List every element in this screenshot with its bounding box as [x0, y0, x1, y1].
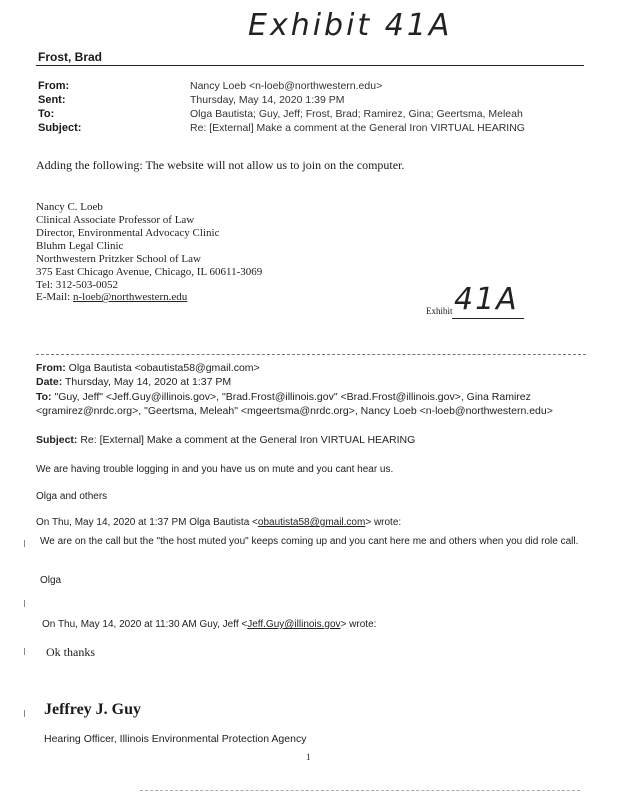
header-to-label: To: [38, 108, 55, 120]
page-number: 1 [306, 752, 311, 762]
header-to-value: Olga Bautista; Guy, Jeff; Frost, Brad; Ramirez, Gina; Geertsma, Meleah [190, 108, 523, 120]
signature-line-address: 375 East Chicago Avenue, Chicago, IL 60611-3069 [36, 266, 263, 278]
quote2-intro-suffix: > wrote: [340, 619, 377, 630]
exhibit-sticker-underline [452, 318, 524, 319]
margin-tick [24, 648, 25, 655]
signature-line-title: Clinical Associate Professor of Law [36, 214, 195, 226]
jeff-signature-title: Hearing Officer, Illinois Environmental Protection Agency [44, 733, 307, 745]
header-sent-label: Sent: [38, 94, 66, 106]
message2-date-line [36, 376, 231, 388]
signature-line-name: Nancy C. Loeb [36, 201, 103, 213]
message2-from-line [36, 362, 260, 374]
message2-to-label: To: [36, 391, 52, 403]
margin-tick [24, 540, 25, 547]
exhibit-sticker-label: Exhibit [426, 306, 453, 316]
signature-email-label: E-Mail: [36, 291, 71, 303]
signature-line-tel: Tel: 312-503-0052 [36, 279, 119, 291]
header-sent-value: Thursday, May 14, 2020 1:39 PM [190, 94, 345, 106]
quote1-intro [36, 517, 401, 528]
quote2-body: Ok thanks [46, 645, 95, 659]
signature-line-school: Northwestern Pritzker School of Law [36, 253, 201, 265]
message2-to-line [36, 390, 581, 418]
header-rule [36, 65, 584, 66]
signature-email-link[interactable]: n-loeb@northwestern.edu [72, 291, 188, 303]
margin-tick [24, 710, 25, 717]
signature-line-clinic: Bluhm Legal Clinic [36, 240, 124, 252]
header-subject-value: Re: [External] Make a comment at the General Iron VIRTUAL HEARING [190, 122, 525, 134]
message2-date-value: Thursday, May 14, 2020 at 1:37 PM [65, 376, 232, 388]
quote2-intro [42, 619, 376, 630]
quote2-intro-email-link[interactable]: Jeff.Guy@illinois.gov [247, 619, 341, 630]
message2-subject-label: Subject: [36, 434, 78, 446]
exhibit-handwritten-title: Exhibit 41A [248, 8, 453, 43]
quote2-intro-prefix: On Thu, May 14, 2020 at 11:30 AM Guy, Jeff < [42, 619, 248, 630]
jeff-signature-name: Jeffrey J. Guy [44, 701, 142, 718]
header-name: Frost, Brad [38, 50, 103, 64]
exhibit-sticker-number: 41A [454, 282, 519, 317]
message2-body: We are having trouble logging in and you have us on mute and you cant hear us. [36, 464, 394, 475]
signature-email-line [36, 291, 187, 304]
margin-tick [24, 600, 25, 607]
message2-subject-value: Re: [External] Make a comment at the General Iron VIRTUAL HEARING [80, 434, 416, 446]
message2-subject-line [36, 434, 415, 446]
bottom-scan-line [140, 790, 580, 791]
quote1-body: We are on the call but the "the host muted you" keeps coming up and you cant here me and others when you did role call. [40, 536, 579, 547]
quote1-intro-suffix: > wrote: [365, 517, 402, 528]
message2-date-label: Date: [36, 376, 63, 388]
message2-closing: Olga and others [36, 491, 108, 502]
message2-from-label: From: [36, 362, 66, 374]
header-from-value: Nancy Loeb <n-loeb@northwestern.edu> [190, 80, 383, 92]
header-from-label: From: [38, 80, 70, 92]
quote1-closing: Olga [40, 575, 62, 586]
message-separator [36, 354, 586, 355]
message2-to-value: "Guy, Jeff" <Jeff.Guy@illinois.gov>, "Brad.Frost@illinois.gov" <Brad.Frost@illinois.gov>, Gina Ramirez <gramirez@nrdc.org>, "Geertsma, Meleah" <mgeertsma@nrdc.org>, Nancy Loeb <n-loeb@northwestern.edu> [36, 391, 553, 417]
quote1-intro-email-link[interactable]: obautista58@gmail.com [257, 517, 366, 528]
signature-line-director: Director, Environmental Advocacy Clinic [36, 227, 220, 239]
message1-body: Adding the following: The website will not allow us to join on the computer. [36, 158, 405, 172]
header-subject-label: Subject: [38, 122, 82, 134]
quote1-intro-prefix: On Thu, May 14, 2020 at 1:37 PM Olga Bautista < [36, 517, 258, 528]
message2-from-value: Olga Bautista <obautista58@gmail.com> [68, 362, 260, 374]
